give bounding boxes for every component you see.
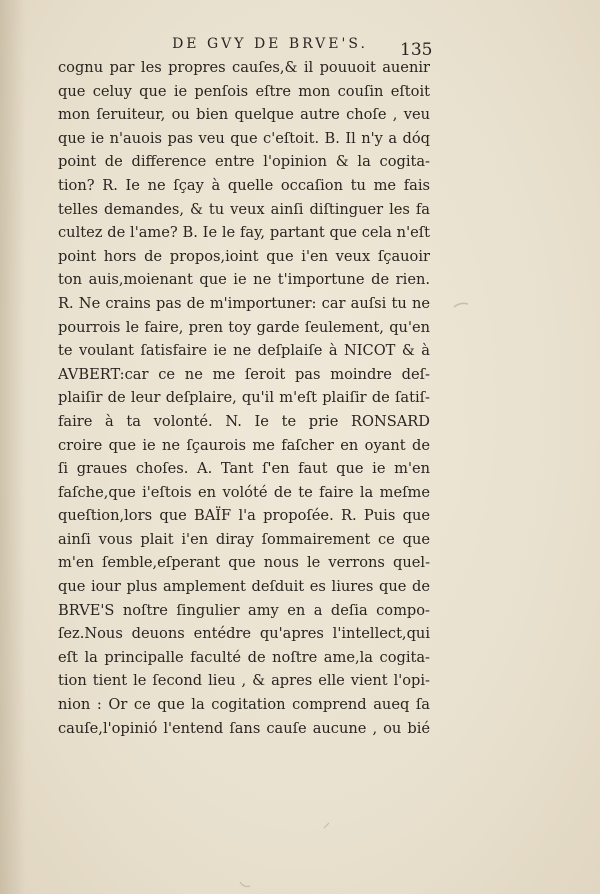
body-text	[58, 56, 430, 740]
text-line: ton auis,moienant que ie ne t'importune de rien.	[58, 271, 430, 289]
text-line: croire que ie ne ſçaurois me faſcher en oyant de	[58, 436, 430, 454]
text-line: te voulant ſatisfaire ie ne deſplaiſe à NICOT & à	[58, 342, 430, 360]
text-line: cultez de l'ame? B. Ie le fay, partant que cela n'eſt	[58, 224, 430, 242]
text-line: tion tient le ſecond lieu , & apres elle vient l'opi-	[58, 672, 430, 690]
text-line: faire à ta volonté. N. Ie te prie RONSARD	[58, 412, 430, 430]
text-line: AVBERT:car ce ne me ſeroit pas moindre deſ-	[58, 365, 430, 383]
text-line: eſt la principalle faculté de noſtre ame,la cogita-	[58, 648, 430, 666]
text-line: ſez.Nous deuons entédre qu'apres l'intellect,qui	[58, 625, 430, 643]
text-line: que ie n'auois pas veu que c'eſtoit. B. Il n'y a dóq	[58, 129, 430, 147]
text-line: point de difference entre l'opinion & la cogita-	[58, 153, 430, 171]
page-gutter-shadow	[0, 0, 26, 894]
running-head: DE GVY DE BRVE'S.	[172, 36, 368, 52]
text-line: mon ſeruiteur, ou bien quelque autre choſe , veu	[58, 106, 430, 124]
paper-blemish	[452, 300, 472, 310]
text-line: tion? R. Ie ne ſçay à quelle occaſion tu me fais	[58, 176, 430, 194]
text-line: plaiſir de leur deſplaire, qu'il m'eſt plaiſir de ſatiſ-	[58, 389, 430, 407]
paper-blemish	[322, 820, 332, 830]
text-line: m'en ſemble,eſperant que nous le verrons quel-	[58, 554, 430, 572]
text-line: point hors de propos,ioint que i'en veux ſçauoir	[58, 247, 430, 265]
text-line: que celuy que ie penſois eſtre mon couſin eſtoit	[58, 82, 430, 100]
text-line: cauſe,l'opinió l'entend ſans cauſe aucune , ou bié	[58, 719, 430, 737]
text-line: pourrois le faire, pren toy garde ſeulement, qu'en	[58, 318, 430, 336]
text-line: queſtion,lors que BAÏF l'a propoſée. R. Puis que	[58, 507, 430, 525]
text-line: telles demandes, & tu veux ainſi diſtinguer les fa	[58, 200, 430, 218]
text-line: faſche,que i'eſtois en volóté de te faire la meſme	[58, 483, 430, 501]
text-line: R. Ne crains pas de m'importuner: car auſsi tu ne	[58, 294, 430, 312]
text-line: ainſi vous plait i'en diray ſommairement ce que	[58, 530, 430, 548]
text-line: nion : Or ce que la cogitation comprend aueq ſa	[58, 696, 430, 714]
paper-blemish	[238, 880, 252, 890]
text-line: BRVE'S noſtre ſingulier amy en a deſia compo-	[58, 601, 430, 619]
text-line: que iour plus amplement deſduit es liures que de	[58, 578, 430, 596]
text-line: cognu par les propres cauſes,& il pouuoit auenir	[58, 59, 430, 76]
text-line: ſi graues choſes. A. Tant ſ'en faut que ie m'en	[58, 460, 430, 478]
page-number: 135	[400, 40, 433, 60]
